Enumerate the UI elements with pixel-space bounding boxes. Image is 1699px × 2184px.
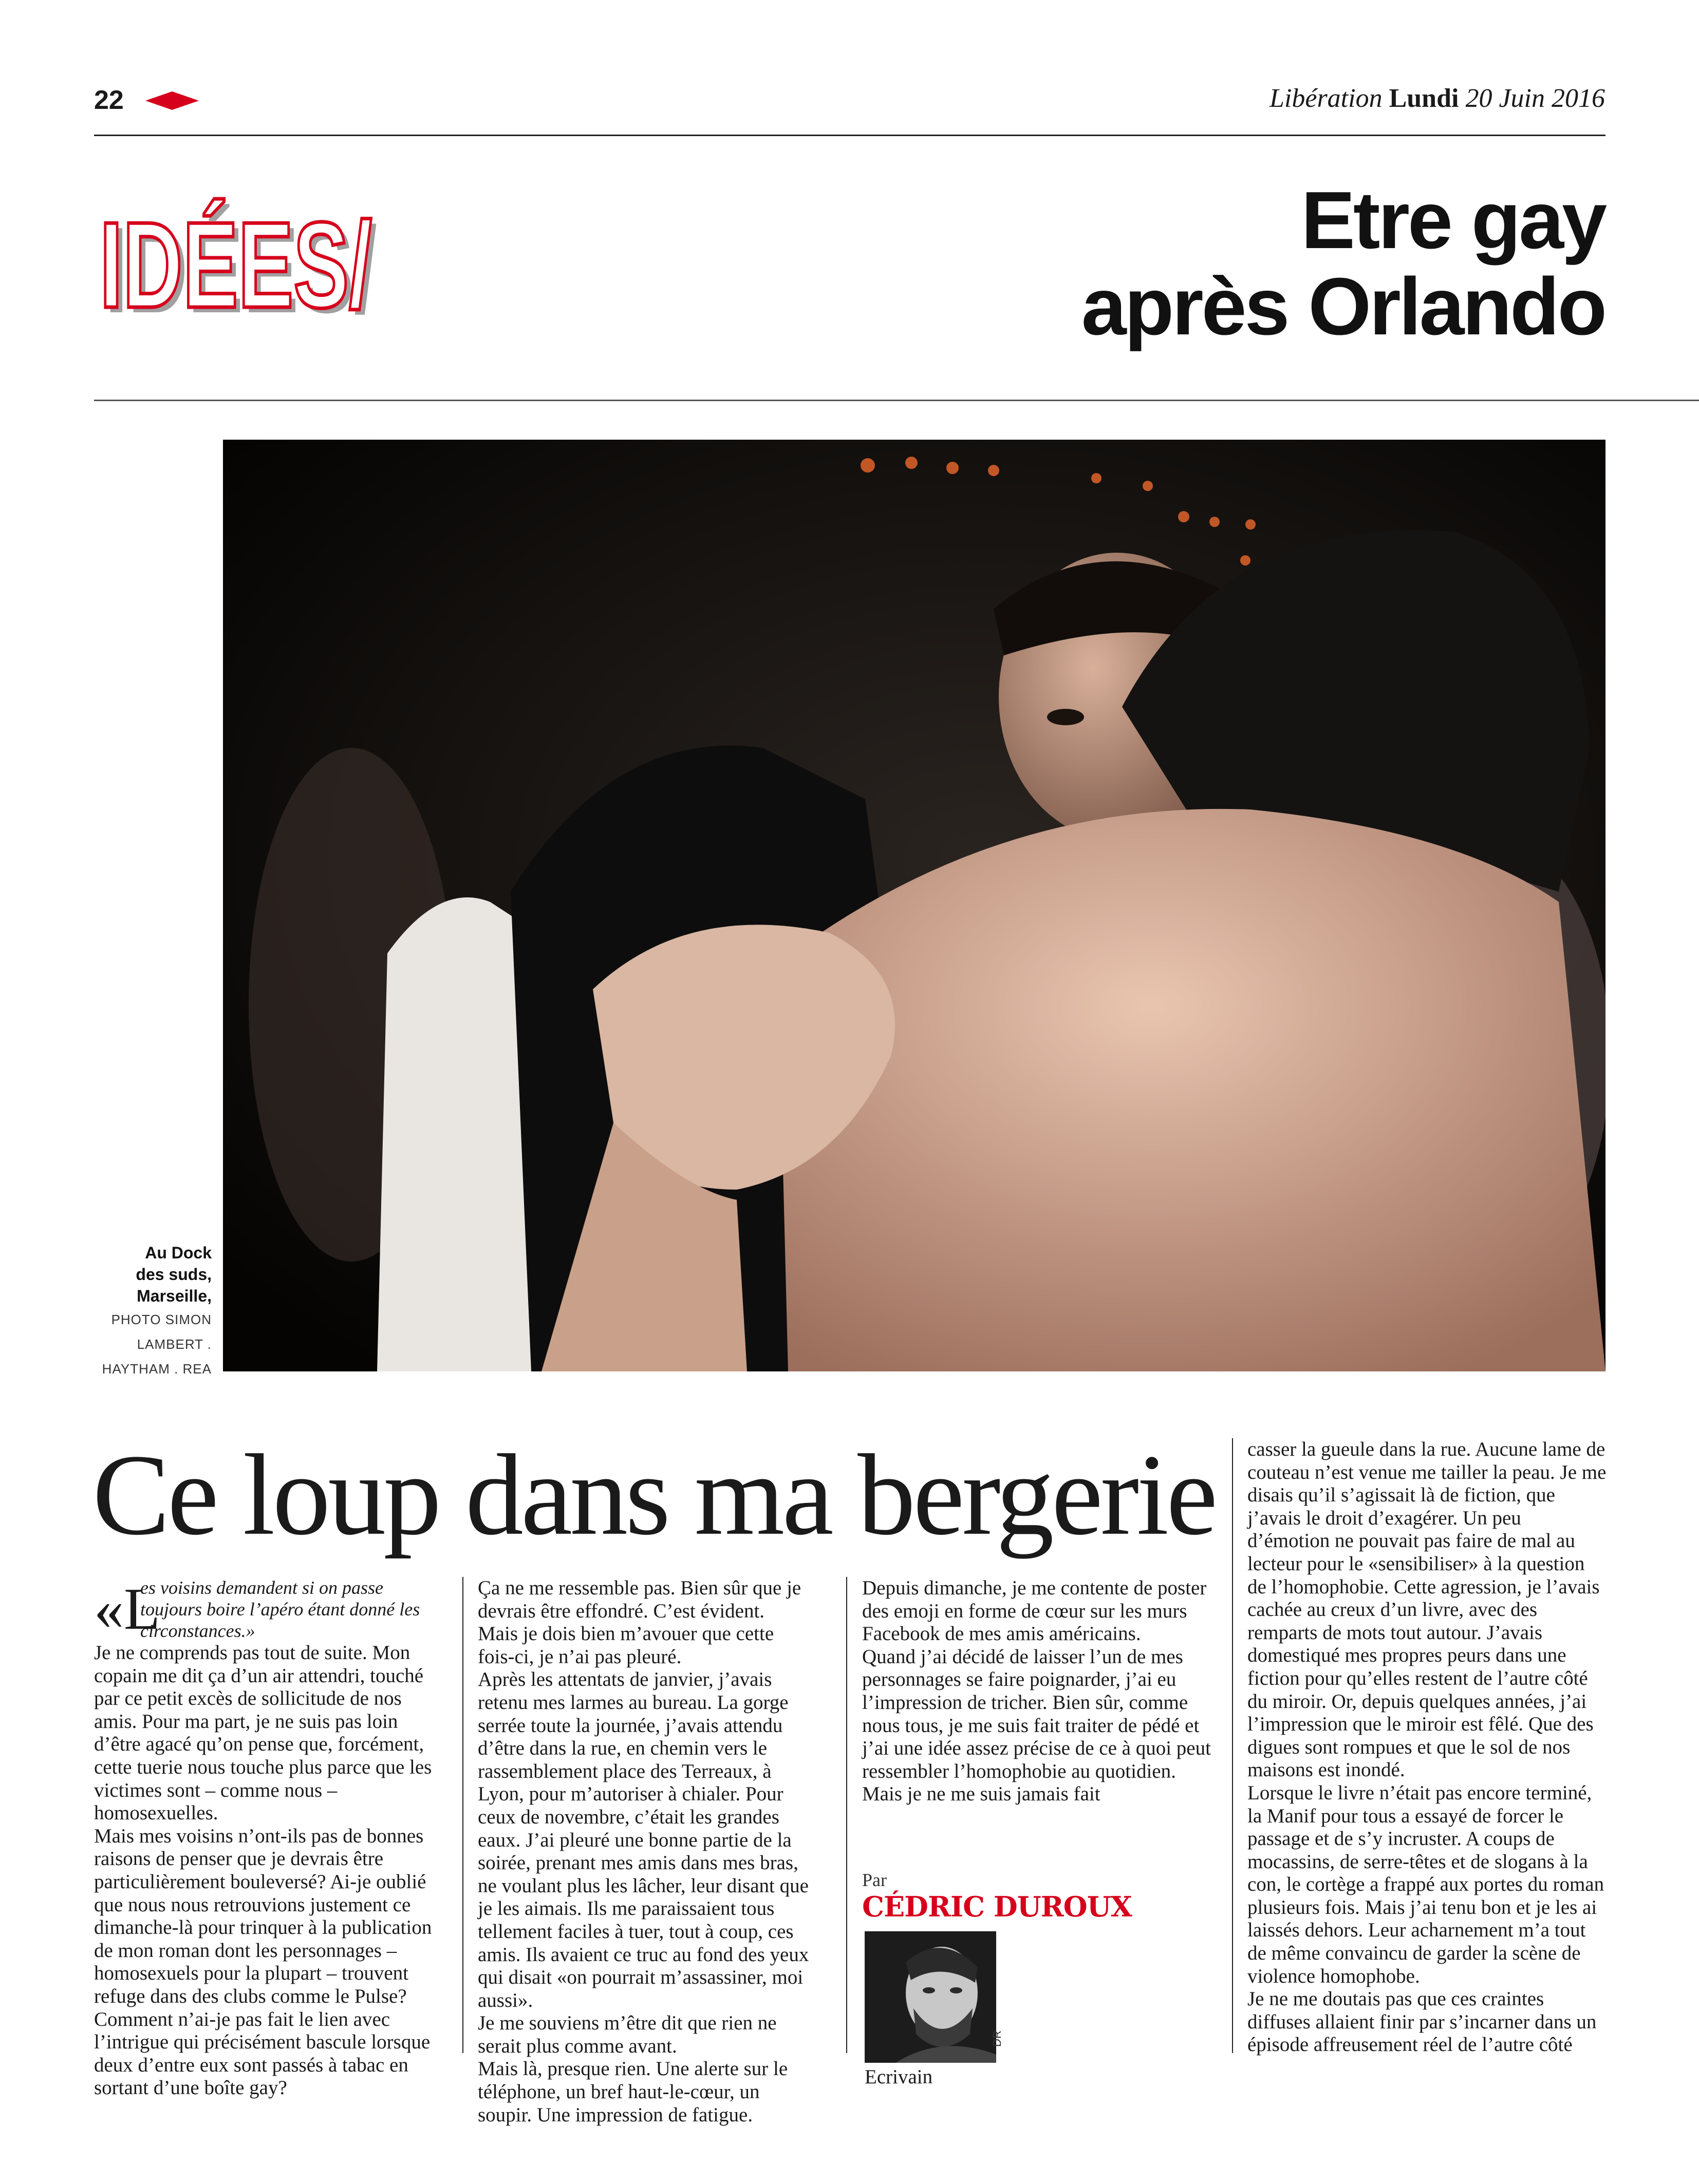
page-marker-diamond-icon (145, 91, 199, 110)
headline-line-1: Etre gay (1301, 175, 1605, 266)
byline-prefix: Par (862, 1870, 887, 1890)
author-role: Ecrivain (865, 2066, 933, 2088)
photo-credit-line: LAMBERT . (137, 1336, 212, 1352)
author-portrait (865, 1931, 996, 2063)
caption-line: Marseille, (137, 1287, 212, 1305)
article-title: Ce loup dans ma bergerie (92, 1430, 1216, 1559)
page-number: 22 (94, 85, 124, 115)
author-name: CÉDRIC DUROUX (862, 1890, 1132, 1923)
masthead (1269, 82, 1605, 115)
column-divider (462, 1577, 463, 2053)
article-lede (94, 1577, 449, 1642)
section-label: IDÉES/ (100, 197, 372, 333)
paragraph: Mais là, presque rien. Une alerte sur le téléphone, un bref haut-le-cœur, un soupir. Une impression de fatigue. (478, 2058, 788, 2126)
photo-credit-line: HAYTHAM . REA (102, 1361, 212, 1377)
main-photo (223, 440, 1605, 1371)
author-portrait-illustration (865, 1931, 996, 2063)
article-column-1 (94, 1577, 449, 2100)
caption-line: Au Dock (145, 1244, 212, 1262)
paragraph: Depuis dimanche, je me contente de poster des emoji en forme de cœur sur les murs Facebook de mes amis américains. (862, 1577, 1207, 1645)
article-column-2 (478, 1577, 809, 2126)
paragraph: Lorsque le livre n’était pas encore terminé, la Manif pour tous a essayé de forcer le passage et de s’y incruster. A coups de mocassins, de serre-têtes et de slogans à la con, le cortège a frappé aux portes du roman plusieurs fois. Mais j’ai tenu bon et je les ai laissés dehors. Leur acharnement m’a tout de même convaincu de garder la scène de violence homophobe. (1247, 1781, 1604, 1987)
paragraph: Mais mes voisins n’ont-ils pas de bonnes raisons de penser que je devrais être particulièrement bouleversé? Ai-je oublié que nous nous retrouvions justement ce dimanche-là pour trinquer à la publication de mon roman dont les personnages – homosexuels pour la plupart – trouvent refuge dans des clubs comme le Pulse? Comment n’ai-je pas fait le lien avec l’intrigue qui précisément bascule lorsque deux d’entre eux sont passés à tabac en sortant d’une boîte gay? (94, 1824, 432, 2099)
paragraph: Ça ne me ressemble pas. Bien sûr que je devrais être effondré. C’est évident. Mais je dois bien m’avouer que cette fois-ci, je n’ai pas pleuré. (478, 1577, 801, 1668)
issue-date: 20 Juin 2016 (1465, 84, 1605, 113)
photo-caption (82, 1242, 212, 1381)
article-column-4 (1247, 1438, 1607, 2057)
caption-line: des suds, (136, 1265, 212, 1284)
photo-illustration (223, 440, 1605, 1371)
photo-credit-line: PHOTO SIMON (111, 1312, 212, 1327)
paragraph: Je ne me doutais pas que ces craintes diffuses allaient finir par s’incarner dans un épisode affreusement réel de l’autre côté (1247, 1988, 1597, 2056)
section-logo-shadow: IDÉES/ (105, 202, 377, 338)
column-divider (1232, 1438, 1233, 2053)
issue-day: Lundi (1389, 84, 1459, 113)
paragraph: Je me souviens m’être dit que rien ne serait plus comme avant. (478, 2012, 777, 2057)
drop-cap: «L (94, 1576, 160, 1642)
column-divider (846, 1577, 847, 2053)
paragraph: casser la gueule dans la rue. Aucune lame de couteau n’est venue me tailler la peau. Je me disais qu’il s’agissait là de fiction, que j’avais le droit d’exagérer. Un peu d’émotion ne pouvait pas faire de mal au lecteur pour le «sensibiliser» à la question de l’homophobie. Cette agression, je l’avais cachée au creux d’un livre, avec des remparts de mots tout autour. J’avais domestiqué mes propres peurs dans une fiction pour qu’elles restent de l’autre côté du miroir. Or, depuis quelques années, j’ai l’impression que le miroir est fêlé. Que des digues sont rompues et que le sol de nos maisons est inondé. (1247, 1438, 1607, 1781)
publication-name: Libération (1269, 84, 1383, 113)
page-headline (834, 177, 1605, 350)
paragraph: Après les attentats de janvier, j’avais retenu mes larmes au bureau. La gorge serrée toute la journée, j’avais attendu d’être dans la rue, en chemin vers le rassemblement place des Terreaux, à Lyon, pour m’autoriser à chialer. Pour ceux de novembre, c’était les grandes eaux. J’ai pleuré une bonne partie de la soirée, prenant mes amis dans mes bras, ne voulant plus les lâcher, leur disant que je les aimais. Ils me paraissaient tous tellement faciles à tuer, tout à coup, ces amis. Ils avaient ce truc au fond des yeux qui disait «on pourrait m’assassiner, moi aussi». (478, 1668, 809, 2011)
top-rule (94, 135, 1605, 136)
headline-line-2: après Orlando (1081, 261, 1605, 352)
paragraph: Je ne comprends pas tout de suite. Mon copain me dit ça d’un air attendri, touché par ce petit excès de sollicitude de nos amis. Pour ma part, je ne suis pas loin d’être agacé qu’on pense que, forcément, cette tuerie nous touche plus parce que les victimes sont – comme nous – homosexuelles. (94, 1642, 432, 1824)
section-rule (94, 400, 1699, 401)
paragraph: Quand j’ai décidé de laisser l’un de mes personnages se faire poignarder, j’ai eu l’impression de tricher. Bien sûr, comme nous tous, je me suis fait traiter de pédé et j’ai une idée assez précise de ce à quoi peut ressembler l’homophobie au quotidien. Mais je ne me suis jamais fait (862, 1645, 1211, 1805)
lede-quote: es voisins demandent si on passe toujours boire l’apéro étant donné les circonstances.» (140, 1577, 420, 1641)
author-photo-credit: DR (991, 2030, 1003, 2047)
article-column-3 (862, 1577, 1211, 1806)
section-logo (98, 178, 385, 342)
